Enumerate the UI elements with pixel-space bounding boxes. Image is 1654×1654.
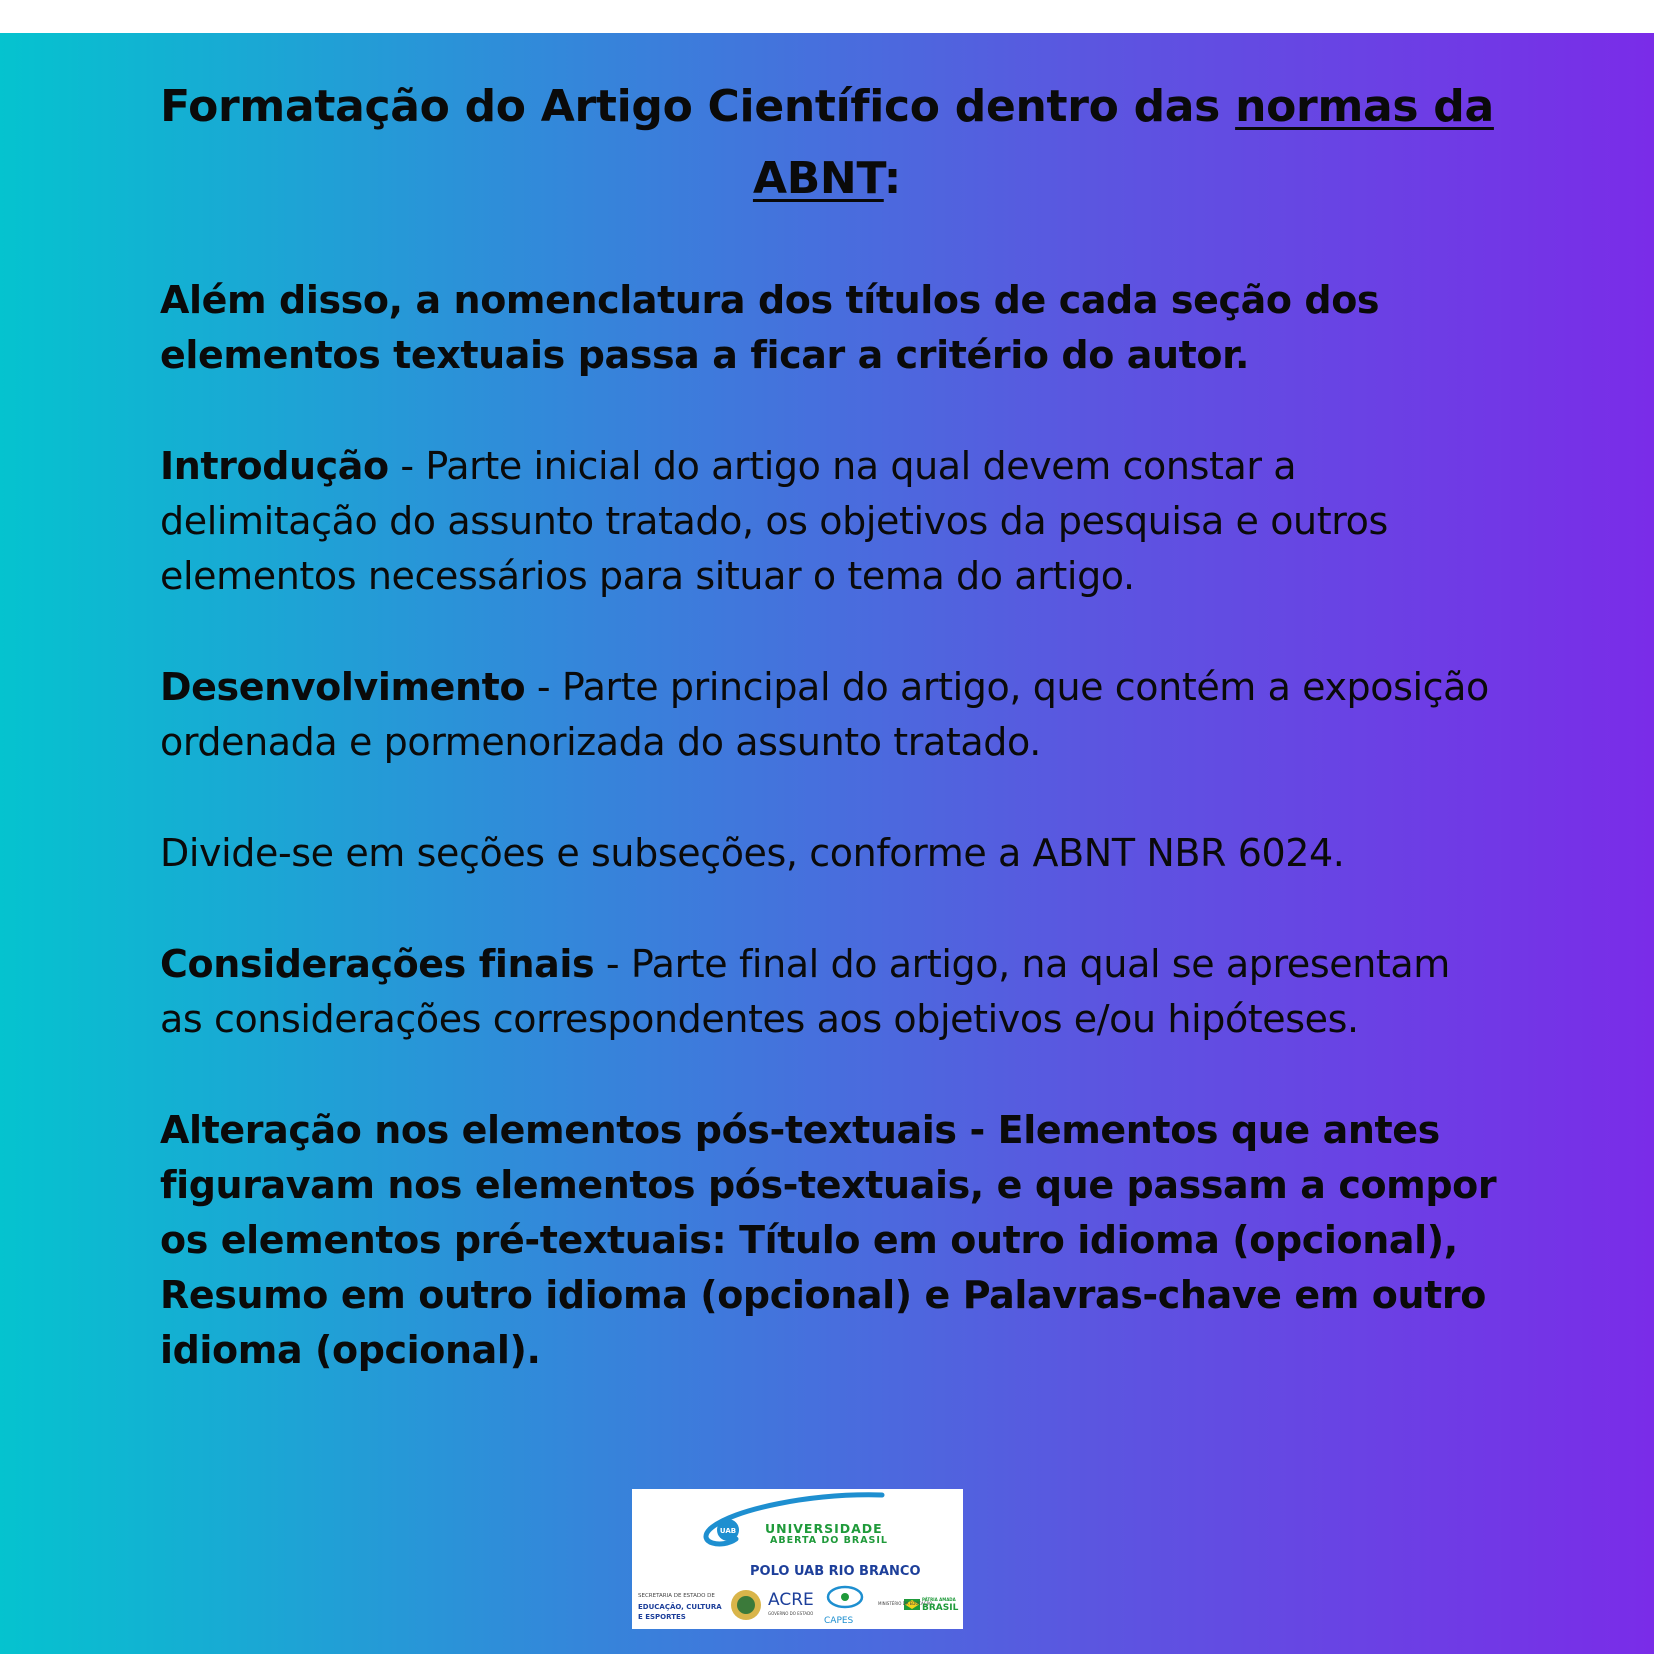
consideracoes-term: Considerações finais — [160, 942, 595, 986]
alteracao-paragraph: Alteração nos elementos pós-textuais - Elementos que antes figuravam nos elementos pós-textuais, e que passam a compor os elementos pré-textuais: Título em outro idioma (opcional), Resumo em outro idioma (opcional) e Palavras-chave em outro idioma (opcional). — [160, 1108, 1497, 1372]
page-title — [160, 71, 1494, 215]
introducao-term: Introdução — [160, 444, 389, 488]
polo-label: POLO UAB RIO BRANCO — [750, 1564, 921, 1579]
secretaria-line2: EDUCAÇÃO, CULTURA — [638, 1603, 722, 1611]
brasil-label: BRASIL — [922, 1603, 959, 1613]
introducao-text: - Parte inicial do artigo na qual devem constar a delimitação do assunto tratado, os objetivos da pesquisa e outros elementos necessários para situar o tema do artigo. — [160, 444, 1388, 598]
consideracoes-text: - Parte final do artigo, na qual se apresentam as considerações correspondentes aos objetivos e/ou hipóteses. — [160, 942, 1450, 1041]
uab-aberta-label: ABERTA DO BRASIL — [770, 1535, 888, 1546]
desenvolvimento-term: Desenvolvimento — [160, 665, 526, 709]
ministerio-label: MINISTÉRIO DA EDUCAÇÃO — [878, 1601, 933, 1606]
acre-label: ACRE — [768, 1590, 814, 1610]
intro-note-paragraph: Além disso, a nomenclatura dos títulos de cada seção dos elementos textuais passa a ficar a critério do autor. — [160, 278, 1380, 377]
partner-logos — [632, 1489, 963, 1629]
consideracoes-paragraph — [160, 937, 1500, 1047]
secretaria-line1: SECRETARIA DE ESTADO DE — [638, 1593, 715, 1599]
secretaria-line3: E ESPORTES — [638, 1613, 686, 1621]
desenvolvimento-paragraph — [160, 660, 1500, 770]
acre-sub-label: GOVERNO DO ESTADO — [768, 1611, 814, 1616]
introducao-paragraph — [160, 439, 1500, 604]
uab-universidade-label: UNIVERSIDADE — [765, 1521, 883, 1536]
title-underlined-text: normas da ABNT — [752, 81, 1494, 204]
desenvolvimento-text: - Parte principal do artigo, que contém a exposição ordenada e pormenorizada do assunto tratado. — [160, 665, 1489, 764]
brasil-top-label: PÁTRIA AMADA — [922, 1597, 956, 1602]
capes-label: CAPES — [824, 1616, 854, 1626]
slide-background — [0, 33, 1654, 1654]
content-body — [160, 273, 1500, 1434]
title-text: Formatação do Artigo Científico dentro das — [160, 81, 1236, 132]
divisao-paragraph: Divide-se em seções e subseções, conforme a ABNT NBR 6024. — [160, 831, 1345, 875]
uab-badge-label: UAB — [719, 1527, 737, 1535]
title-colon: : — [883, 153, 902, 204]
